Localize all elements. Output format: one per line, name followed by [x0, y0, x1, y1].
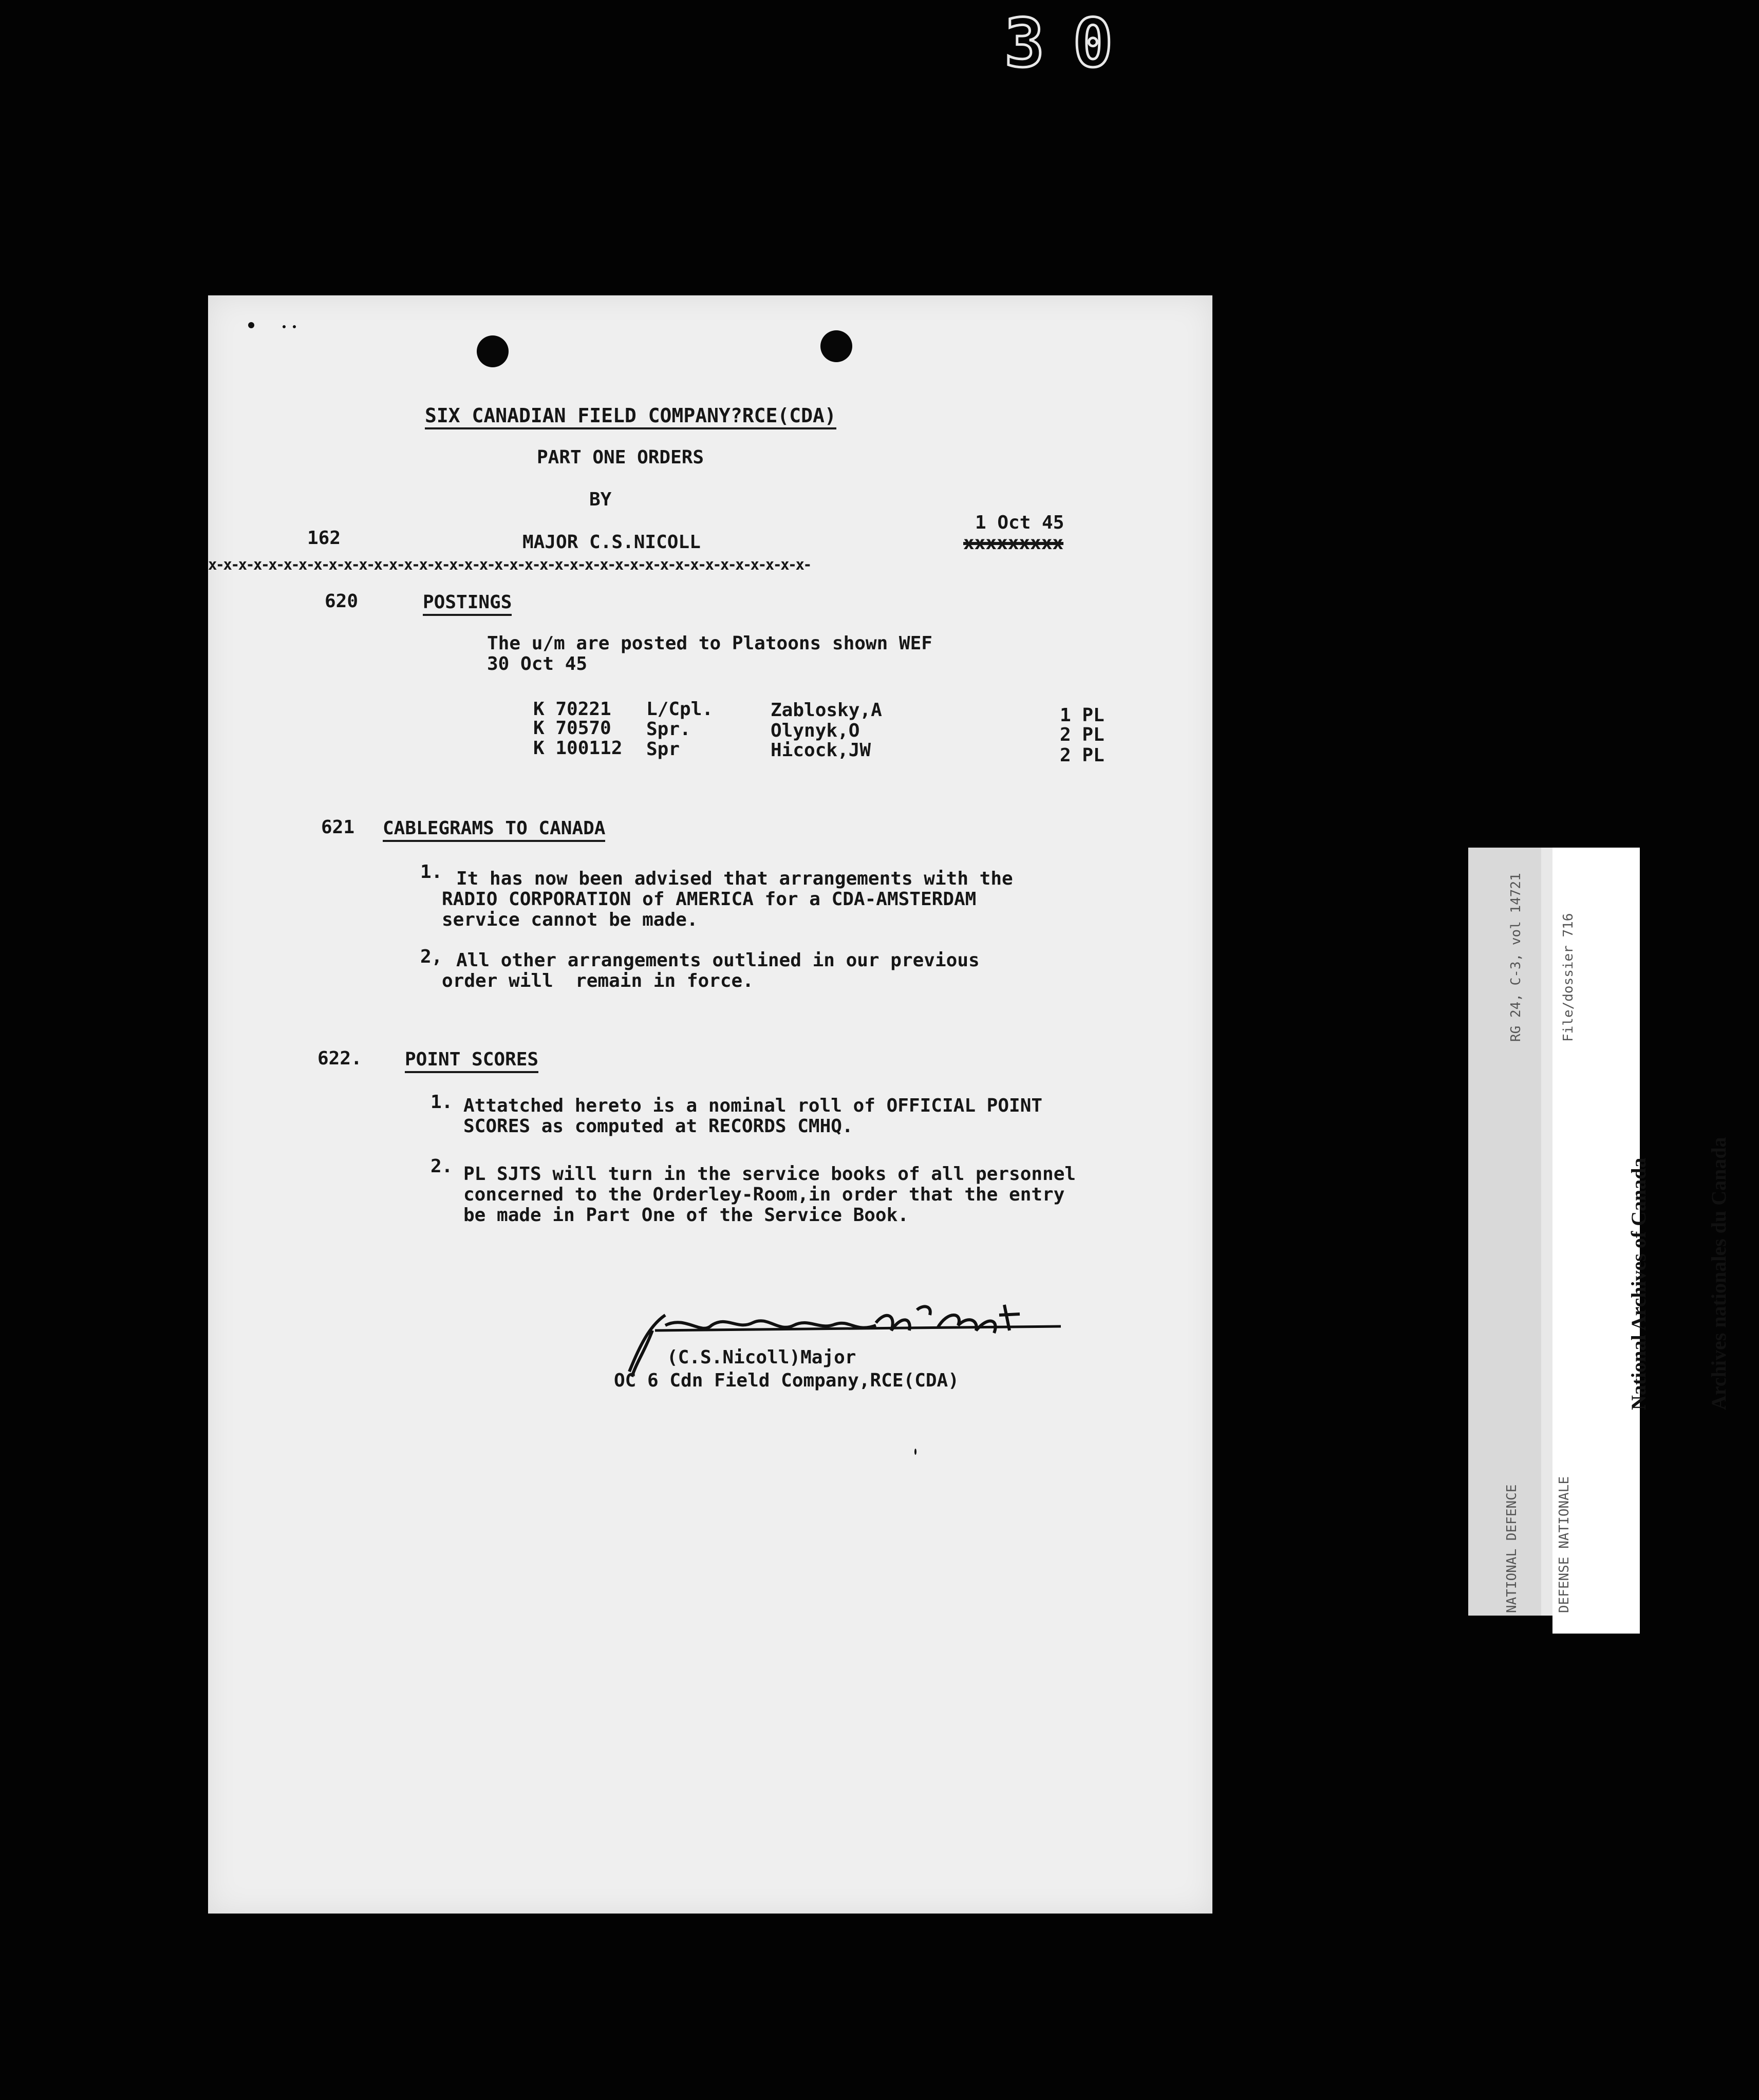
item-line: PL SJTS will turn in the service books of all personnel	[463, 1164, 1076, 1185]
struck-text: xxxxxxxxx	[963, 533, 1064, 554]
by-line: BY	[589, 489, 612, 510]
item-line: service cannot be made.	[442, 909, 698, 930]
section-620-intro: The u/m are posted to Platoons shown WEF	[487, 633, 932, 654]
posting-name: Olynyk,O	[771, 720, 860, 741]
section-620-intro-date: 30 Oct 45	[487, 653, 588, 674]
posting-rank: Spr	[646, 739, 680, 760]
section-620-title: POSTINGS	[423, 593, 512, 616]
section-621-title: CABLEGRAMS TO CANADA	[383, 819, 605, 842]
section-620-number: 620	[325, 591, 359, 612]
posting-service-no: K 100112	[533, 738, 623, 759]
national-archives-label	[1572, 1137, 1759, 1410]
item-line: be made in Part One of the Service Book.	[463, 1205, 909, 1226]
paper-speck	[248, 322, 254, 328]
handwritten-signature	[609, 1295, 1071, 1382]
posting-name: Hicock,JW	[771, 740, 871, 761]
item-number: 2.	[431, 1156, 453, 1177]
signatory-name: (C.S.Nicoll)Major	[667, 1347, 856, 1368]
punch-hole-left	[477, 335, 509, 367]
paper-speck	[293, 325, 296, 328]
item-line: RADIO CORPORATION of AMERICA for a CDA-AMSTERDAM	[442, 889, 977, 910]
order-date: 1 Oct 45	[975, 512, 1064, 533]
posting-platoon: 1 PL	[1060, 705, 1105, 726]
label-line: Archives nationales du Canada	[1707, 1137, 1730, 1410]
item-line: It has now been advised that arrangements with the	[456, 868, 1013, 889]
posting-platoon: 2 PL	[1060, 745, 1105, 766]
paper-speck	[914, 1449, 916, 1455]
signatory-title: OC 6 Cdn Field Company,RCE(CDA)	[614, 1370, 959, 1391]
frame-number: 30	[1004, 4, 1142, 82]
label-line: National Archives of Canada	[1627, 1157, 1650, 1410]
item-number: 2,	[420, 946, 443, 967]
order-document	[208, 295, 1212, 1914]
order-number: 162	[307, 528, 341, 549]
punch-hole-right	[820, 330, 852, 362]
posting-rank: L/Cpl.	[646, 699, 714, 720]
item-line: order will remain in force.	[442, 970, 754, 991]
paper-speck	[283, 325, 286, 328]
archive-reference	[1472, 873, 1595, 1042]
department-stamp	[1468, 1476, 1590, 1613]
stamp-line: NATIONAL DEFENCE	[1504, 1484, 1520, 1613]
posting-name: Zablosky,A	[771, 700, 882, 721]
posting-rank: Spr.	[646, 719, 691, 740]
officer-name: MAJOR C.S.NICOLL	[522, 532, 701, 553]
document-heading: SIX CANADIAN FIELD COMPANY?RCE(CDA)	[425, 406, 836, 429]
item-line: All other arrangements outlined in our previous	[456, 950, 980, 971]
item-number: 1.	[420, 861, 443, 883]
posting-service-no: K 70221	[533, 699, 611, 720]
stamp-line: DEFENSE NATIONALE	[1557, 1476, 1572, 1613]
reference-line: RG 24, C-3, vol 14721	[1508, 873, 1524, 1042]
separator-line: x-x-x-x-x-x-x-x-x-x-x-x-x-x-x-x-x-x-x-x-x-x-x-x-x-x-x-x-x-x-x-x-x-x-x-x-x-x-x-x-	[208, 556, 811, 573]
section-622-title: POINT SCORES	[405, 1051, 538, 1073]
section-621-number: 621	[321, 817, 355, 838]
item-line: Attatched hereto is a nominal roll of OFFICIAL POINT	[463, 1095, 1043, 1116]
item-line: concerned to the Orderley-Room,in order that the entry	[463, 1184, 1065, 1205]
document-subheading: PART ONE ORDERS	[537, 447, 704, 468]
posting-service-no: K 70570	[533, 718, 611, 739]
item-line: SCORES as computed at RECORDS CMHQ.	[463, 1116, 853, 1137]
reference-line: File/dossier 716	[1561, 913, 1576, 1042]
item-number: 1.	[431, 1092, 453, 1113]
posting-platoon: 2 PL	[1060, 724, 1105, 745]
section-622-number: 622.	[317, 1048, 362, 1069]
